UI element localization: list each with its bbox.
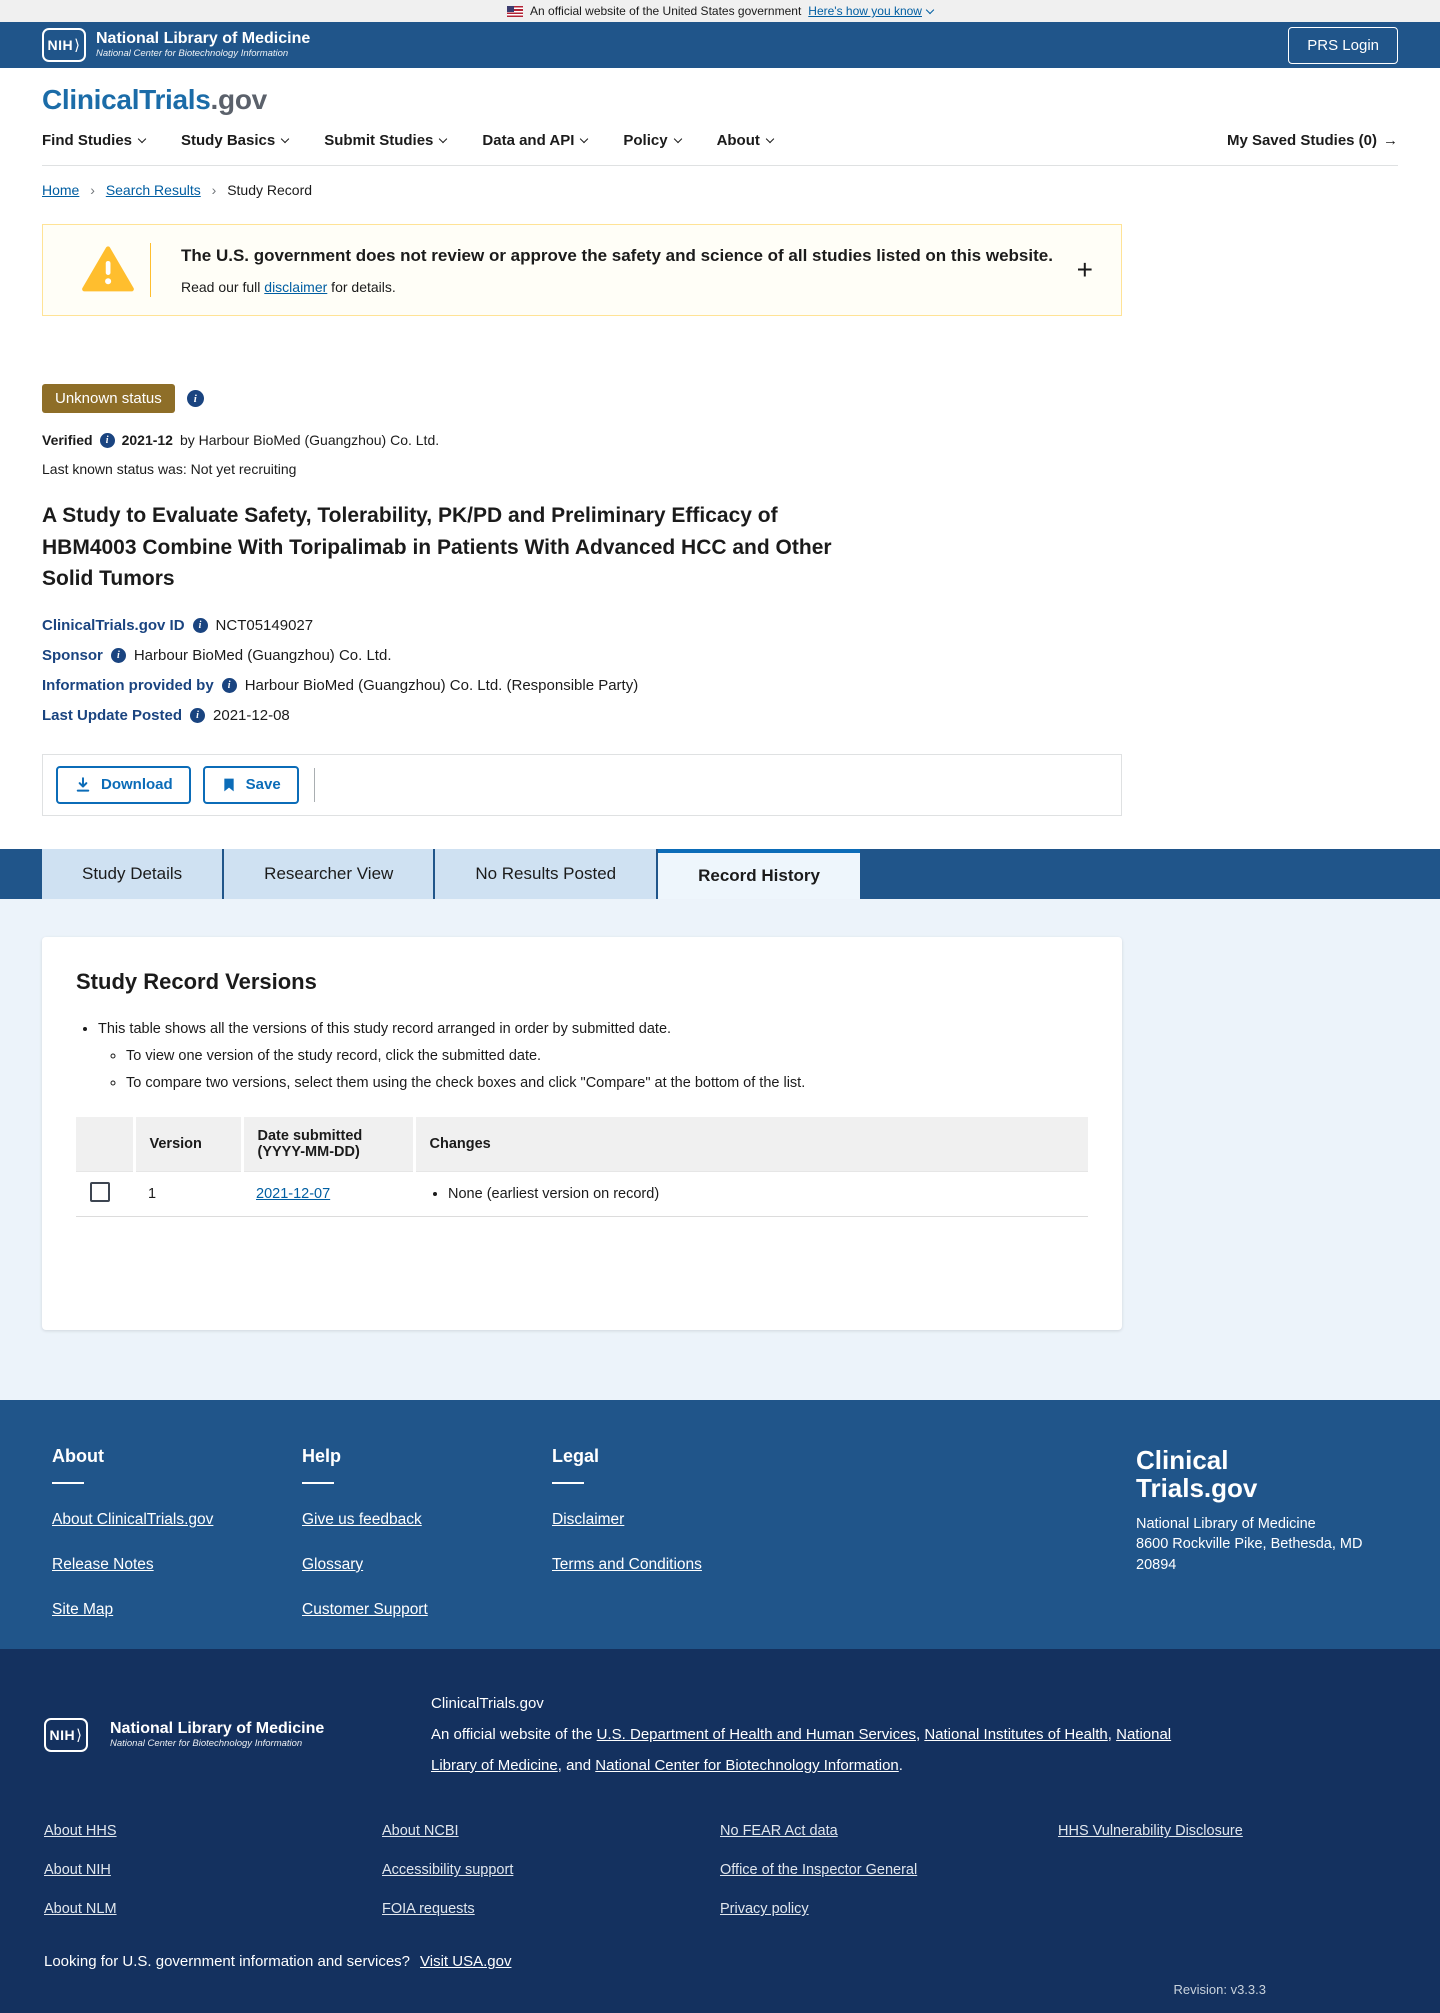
column-date-submitted: Date submitted (YYYY-MM-DD) [242,1117,414,1172]
info-icon[interactable]: i [222,678,237,693]
nav-data-and-api[interactable]: Data and API [482,132,587,149]
versions-instruction-view: ◦ To view one version of the study record, click the submitted date. [126,1048,1088,1064]
usa-gov-prompt: Looking for U.S. government information and services? [44,1953,411,1971]
version-checkbox[interactable] [90,1182,110,1202]
info-icon[interactable]: i [187,390,204,407]
info-icon[interactable]: i [190,708,205,723]
detail-row-sponsor: Sponsor i Harbour BioMed (Guangzhou) Co. Ltd. [42,646,392,664]
footer-link-give-us-feedback[interactable]: Give us feedback [302,1511,422,1528]
nav-submit-studies[interactable]: Submit Studies [324,132,446,149]
chevron-right-icon: › [90,182,95,198]
nlm-title: National Library of Medicine [110,1720,325,1738]
chevron-down-icon [766,135,774,143]
breadcrumb-home[interactable]: Home [42,182,80,198]
last-update-posted-value: 2021-12-08 [213,706,290,724]
versions-instruction-compare: ◦ To compare two versions, select them using the check boxes and click "Compare" at the bottom of the list. [126,1075,1088,1091]
tab-researcher-view[interactable]: Researcher View [224,849,433,899]
study-title: A Study to Evaluate Safety, Tolerability, PK/PD and Preliminary Efficacy of HBM4003 Combine With Toripalimab in Patients With Advanced HCC and Other Solid Tumors [42,504,832,590]
chevron-down-icon [673,135,681,143]
chevron-down-icon [926,5,934,13]
footer-heading-about: About [52,1446,104,1466]
footer-help-column [302,1446,552,1619]
footer-link-release-notes[interactable]: Release Notes [52,1556,154,1573]
chevron-down-icon [580,135,588,143]
tab-study-details[interactable]: Study Details [42,849,222,899]
disclaimer-headline: The U.S. government does not review or approve the safety and science of all studies listed on this website. [181,245,1053,265]
version-date-link[interactable]: 2021-12-07 [256,1185,331,1202]
link-no-fear-act[interactable]: No FEAR Act data [720,1823,838,1840]
site-header [0,68,1440,166]
info-icon[interactable]: i [111,648,126,663]
link-foia-requests[interactable]: FOIA requests [382,1901,475,1918]
nav-find-studies[interactable]: Find Studies [42,132,145,149]
info-icon[interactable]: i [193,618,208,633]
nav-study-basics[interactable]: Study Basics [181,132,288,149]
chevron-down-icon [138,135,146,143]
revision-label: Revision: v3.3.3 [1173,1982,1266,1998]
my-saved-studies-link[interactable]: My Saved Studies (0) → [1226,132,1398,149]
link-privacy-policy[interactable]: Privacy policy [720,1901,809,1918]
section-heading: Study Record Versions [76,968,317,994]
nct-id-value: NCT05149027 [215,616,314,634]
clinicaltrials-footer-logo: Clinical Trials.gov [1136,1445,1258,1504]
table-row [76,1171,1088,1216]
expand-plus-icon[interactable]: + [1076,254,1093,285]
verified-date: 2021-12 [121,432,173,448]
breadcrumb [0,166,1440,198]
versions-table [76,1117,1088,1289]
study-details-summary [42,617,1398,724]
footer-about-column [52,1446,302,1619]
tab-bar [0,849,1440,899]
link-about-nlm[interactable]: About NLM [44,1901,117,1918]
footer-link-glossary[interactable]: Glossary [302,1556,364,1573]
save-button[interactable]: Save [203,766,299,804]
table-header-row [76,1117,1088,1172]
nih-logo[interactable]: NIH ⟩ [42,28,86,62]
link-inspector-general[interactable]: Office of the Inspector General [720,1862,918,1879]
link-hhs-vulnerability-disclosure[interactable]: HHS Vulnerability Disclosure [1058,1823,1243,1840]
footer-link-site-map[interactable]: Site Map [52,1601,114,1618]
tab-record-history[interactable]: Record History [658,849,860,899]
information-provided-by-value: Harbour BioMed (Guangzhou) Co. Ltd. (Responsible Party) [244,676,639,694]
chevron-down-icon [281,135,289,143]
arrow-right-icon: → [1383,132,1398,149]
link-about-hhs[interactable]: About HHS [44,1823,117,1840]
gov-banner [0,0,1440,22]
actions-bar [42,754,1122,816]
subfooter-links [44,1823,1396,1917]
version-cell: 1 [134,1171,242,1216]
footer-link-about-clinicaltrials[interactable]: About ClinicalTrials.gov [52,1511,214,1528]
footer-heading-help: Help [302,1446,342,1466]
footer-org: National Library of Medicine [1136,1516,1316,1533]
sponsor-value: Harbour BioMed (Guangzhou) Co. Ltd. [133,646,392,664]
status-badge: Unknown status [42,384,175,413]
chevron-right-icon: › [211,182,217,198]
warning-triangle-icon [81,243,135,297]
nlm-subtitle: National Center for Biotechnology Information [96,47,289,59]
nlm-text [96,30,310,59]
visit-usa-gov-link[interactable]: Visit USA.gov [420,1953,512,1971]
prs-login-button[interactable]: PRS Login [1288,27,1398,64]
nlm-subfooter [0,1649,1440,2013]
nlm-header [0,22,1440,68]
study-record-versions-card [42,937,1122,1331]
download-button[interactable]: Download [56,766,191,804]
detail-row-information-provided-by: Information provided by i Harbour BioMed (Guangzhou) Co. Ltd. (Responsible Party) [42,676,639,694]
nih-logo-swoosh: ⟩ [74,37,81,54]
verified-label: Verified [42,432,93,448]
gov-banner-text: An official website of the United States government [530,4,802,18]
info-icon[interactable]: i [100,433,115,448]
nih-link[interactable]: National Institutes of Health [924,1725,1108,1743]
divider [314,768,315,802]
detail-row-nct-id: ClinicalTrials.gov ID i NCT05149027 [42,616,314,634]
changes-cell: • None (earliest version on record) [448,1186,1074,1202]
footer-link-customer-support[interactable]: Customer Support [302,1601,428,1618]
nih-logo-swoosh: ⟩ [76,1727,83,1745]
ncbi-link[interactable]: National Center for Biotechnology Information [595,1756,899,1774]
nav-about[interactable]: About [717,132,773,149]
link-about-ncbi[interactable]: About NCBI [382,1823,459,1840]
breadcrumb-search-results[interactable]: Search Results [105,182,201,198]
record-history-panel [0,899,1440,1401]
site-footer [0,1400,1440,1649]
tab-no-results-posted[interactable]: No Results Posted [435,849,656,899]
footer-link-disclaimer[interactable]: Disclaimer [552,1511,625,1528]
official-website-statement: ClinicalTrials.gov An official website of the U.S. Department of Health and Human Services, National Institutes of Health, National Library of Medicine, and National Center for Biotechnology Information. [431,1689,1211,1781]
government-disclaimer-banner: The U.S. government does not review or approve the safety and science of all studies listed on this website. Read our full disclaimer for details. + [42,224,1122,316]
nlm-subtitle: National Center for Biotechnology Information [110,1737,303,1749]
chevron-down-icon [439,135,447,143]
main-nav [42,132,1398,166]
hhs-link[interactable]: U.S. Department of Health and Human Services [596,1725,916,1743]
us-flag-icon [507,6,523,17]
bookmark-icon [221,776,237,794]
link-about-nih[interactable]: About NIH [44,1862,111,1879]
versions-intro: This table shows all the versions of this study record arranged in order by submitted date. [98,1020,672,1037]
nav-policy[interactable]: Policy [623,132,680,149]
footer-brand-block [1136,1446,1388,1619]
link-accessibility-support[interactable]: Accessibility support [382,1862,514,1879]
footer-link-terms-and-conditions[interactable]: Terms and Conditions [552,1556,702,1573]
nih-logo[interactable]: NIH ⟩ [44,1718,88,1752]
detail-row-last-update-posted: Last Update Posted i 2021-12-08 [42,706,290,724]
clinicaltrials-logo[interactable]: ClinicalTrials.gov [42,84,267,115]
disclaimer-link[interactable]: disclaimer [264,278,328,295]
breadcrumb-current: Study Record [227,182,313,198]
column-version: Version [134,1117,242,1172]
verified-by: by Harbour BioMed (Guangzhou) Co. Ltd. [179,432,440,448]
download-icon [74,776,92,794]
subfooter-site-name: ClinicalTrials.gov [431,1695,544,1712]
how-you-know-link[interactable]: Here's how you know [808,4,933,18]
last-known-status: Last known status was: Not yet recruiting [42,461,297,477]
footer-heading-legal: Legal [552,1446,600,1466]
nlm-link[interactable]: National Library of Medicine [431,1725,1172,1774]
footer-address: 8600 Rockville Pike, Bethesda, MD 20894 [1136,1536,1363,1574]
footer-legal-column [552,1446,882,1619]
nlm-title: National Library of Medicine [96,30,311,48]
column-changes: Changes [414,1117,1088,1172]
